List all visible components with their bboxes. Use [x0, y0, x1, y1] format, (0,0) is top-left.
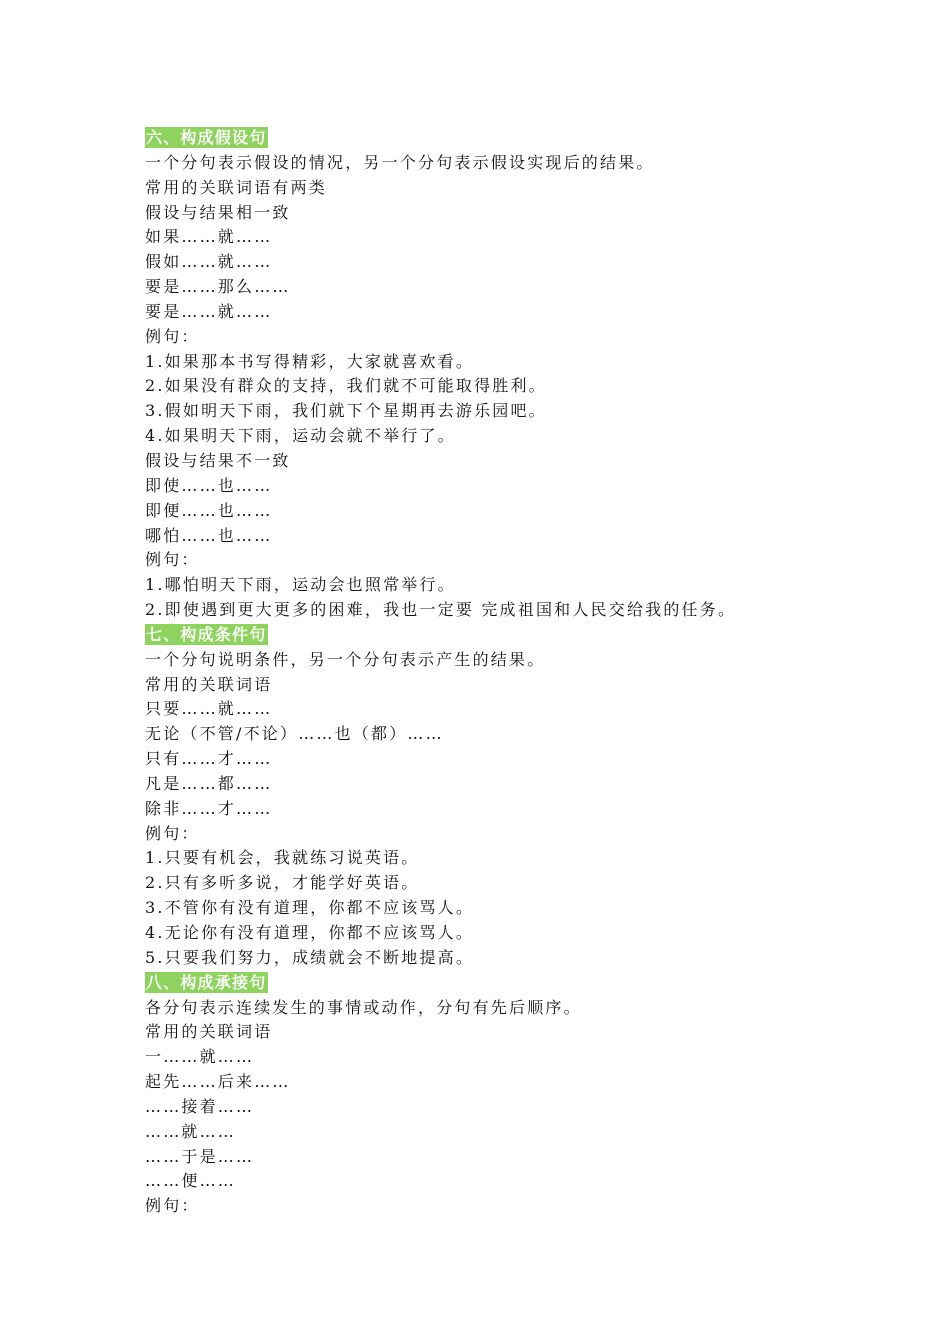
text-line: 假设与结果不一致: [145, 450, 291, 470]
text-line: 无论（不管/不论）……也（都）……: [145, 724, 444, 744]
section-heading: 七、构成条件句: [146, 624, 267, 644]
text-line: 即便……也……: [145, 500, 273, 520]
text-line: 假设与结果相一致: [145, 202, 291, 222]
text-line: 例句：: [145, 1196, 200, 1216]
text-line: 3.假如明天下雨，我们就下个星期再去游乐园吧。: [145, 401, 547, 421]
text-line: 2.如果没有群众的支持，我们就不可能取得胜利。: [145, 376, 547, 396]
text-line: 5.只要我们努力，成绩就会不断地提高。: [145, 947, 475, 967]
section-7-heading-line: [145, 623, 865, 648]
text-line: ……便……: [145, 1171, 237, 1191]
text-line: 1.如果那本书写得精彩，大家就喜欢看。: [145, 351, 475, 371]
text-line: 要是……就……: [145, 301, 273, 321]
text-line: ……就……: [145, 1121, 237, 1141]
text-line: 凡是……都……: [145, 773, 273, 793]
text-line: 如果……就……: [145, 227, 273, 247]
text-line: 即使……也……: [145, 475, 273, 495]
document-page: [145, 126, 865, 1219]
text-line: 2.即使遇到更大更多的困难，我也一定要 完成祖国和人民交给我的任务。: [145, 600, 737, 620]
text-line: 只有……才……: [145, 749, 273, 769]
text-line: ……接着……: [145, 1096, 255, 1116]
text-line: 1.只要有机会，我就练习说英语。: [145, 848, 420, 868]
text-line: 一……就……: [145, 1047, 255, 1067]
text-line: 2.只有多听多说，才能学好英语。: [145, 873, 420, 893]
text-line: 常用的关联词语: [145, 674, 273, 694]
text-line: 一个分句说明条件，另一个分句表示产生的结果。: [145, 649, 546, 669]
text-line: 1.哪怕明天下雨，运动会也照常举行。: [145, 575, 456, 595]
text-line: 例句：: [145, 550, 200, 570]
text-line: 常用的关联词语有两类: [145, 177, 328, 197]
text-line: 例句：: [145, 823, 200, 843]
text-line: 起先……后来……: [145, 1072, 291, 1092]
text-line: 假如……就……: [145, 252, 273, 272]
text-line: 只要……就……: [145, 699, 273, 719]
text-line: 一个分句表示假设的情况，另一个分句表示假设实现后的结果。: [145, 152, 655, 172]
text-line: 要是……那么……: [145, 277, 291, 297]
section-6-heading-line: [145, 126, 865, 151]
text-line: 4.无论你有没有道理，你都不应该骂人。: [145, 923, 475, 942]
text-line: 例句：: [145, 326, 200, 346]
text-line: 除非……才……: [145, 798, 273, 818]
section-heading: 六、构成假设句: [146, 128, 267, 147]
text-line: 哪怕……也……: [145, 525, 273, 545]
text-line: 常用的关联词语: [145, 1022, 273, 1042]
text-line: ……于是……: [145, 1146, 255, 1166]
text-line: 3.不管你有没有道理，你都不应该骂人。: [145, 898, 475, 918]
section-8-heading-line: [145, 971, 865, 996]
section-heading: 八、构成承接句: [146, 972, 267, 992]
text-line: 4.如果明天下雨，运动会就不举行了。: [145, 426, 456, 446]
text-line: 各分句表示连续发生的事情或动作，分句有先后顺序。: [145, 997, 582, 1017]
